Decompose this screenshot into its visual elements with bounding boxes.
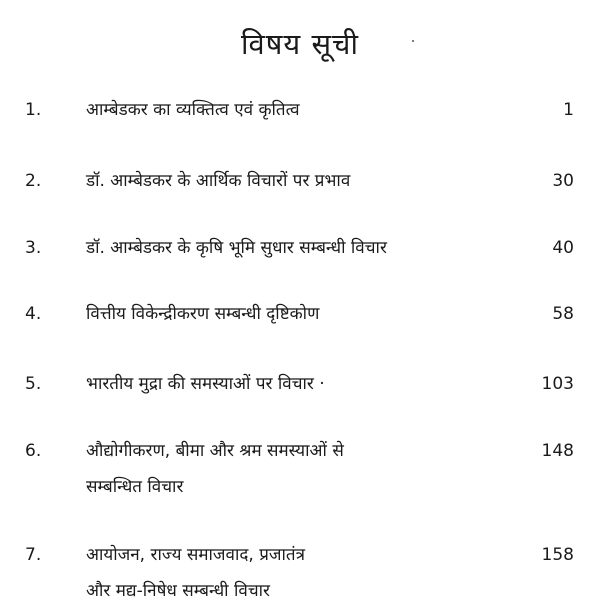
toc-entry-number: 4. <box>25 304 42 324</box>
toc-entry-title <box>86 163 350 199</box>
page-title: विषय सूची <box>241 27 359 61</box>
toc-entry-page: 58 <box>552 304 574 324</box>
toc-entry-page: 148 <box>541 441 574 461</box>
toc-entry-title <box>86 366 325 402</box>
toc-entry-page: 40 <box>552 238 574 258</box>
toc-entry-page: 103 <box>541 374 574 394</box>
toc-entry-page: 1 <box>563 100 574 120</box>
toc-entry-title <box>86 230 387 266</box>
toc-entry-title-line: आम्बेडकर का व्यक्तित्व एवं कृतित्व <box>86 100 300 120</box>
toc-entry-number: 1. <box>25 100 42 120</box>
toc-entry-title-line: भारतीय मुद्रा की समस्याओं पर विचार · <box>86 374 325 394</box>
toc-entry-number: 3. <box>25 238 42 258</box>
toc-entry-page: 158 <box>541 545 574 565</box>
toc-entry-title-line: वित्तीय विकेन्द्रीकरण सम्बन्धी दृष्टिकोण <box>86 304 320 324</box>
ink-speck <box>412 40 414 42</box>
toc-entry-number: 5. <box>25 374 42 394</box>
toc-entry-number: 7. <box>25 545 42 565</box>
toc-entry-title-line: डॉ. आम्बेडकर के कृषि भूमि सुधार सम्बन्धी विचार <box>86 238 387 258</box>
toc-entry-title <box>86 433 344 505</box>
toc-entry-title <box>86 537 305 609</box>
toc-entry-title-line: सम्बन्धित विचार <box>86 477 184 497</box>
toc-entry-title <box>86 296 319 332</box>
toc-entry-page: 30 <box>552 171 574 191</box>
toc-entry-title-line: औद्योगीकरण, बीमा और श्रम समस्याओं से <box>86 441 344 461</box>
toc-entry-title-line: और मद्य-निषेध सम्बन्धी विचार <box>86 581 270 601</box>
toc-entry-title <box>86 92 300 128</box>
toc-entry-number: 2. <box>25 171 42 191</box>
toc-entry-title-line: आयोजन, राज्य समाजवाद, प्रजातंत्र <box>86 545 305 565</box>
toc-entry-number: 6. <box>25 441 42 461</box>
toc-entry-title-line: डॉ. आम्बेडकर के आर्थिक विचारों पर प्रभाव <box>86 171 351 191</box>
